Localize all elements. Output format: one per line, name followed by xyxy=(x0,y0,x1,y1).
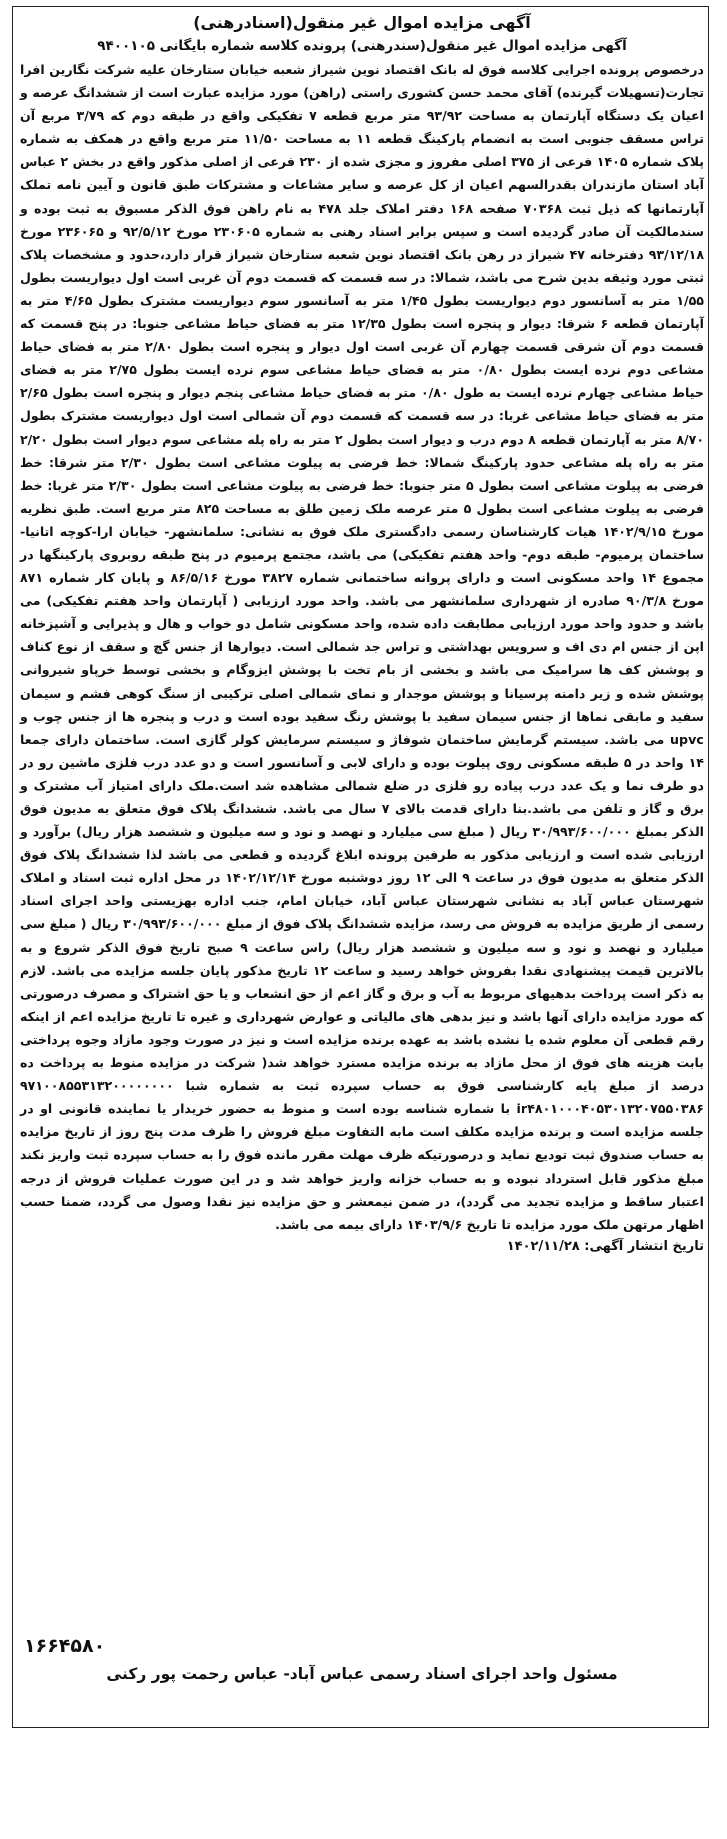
notice-body: درخصوص پرونده اجرایی کلاسه فوق له بانک اقتصاد نوین شیراز شعبه خیابان ستارخان علیه شرکت نگارین افرا تجارت(تسهیلات گیرنده) آقای محمد حسن کشوری راستی (راهن) مورد مزایده عبارت است از ششدانگ عرصه و اعیان یک دستگاه آپارتمان به مساحت ۹۳/۹۲ متر مربع قطعه ۷ تفکیکی واقع در طبقه دوم که ۳/۷۹ مربع آن تراس مسقف جنوبی است به انضمام پارکینگ قطعه ۱۱ به مساحت ۱۱/۵۰ متر مربع واقع در همکف به شماره پلاک شماره ۱۴۰۵ فرعی از ۳۷۵ اصلی مفروز و مجزی شده از ۲۳۰ فرعی از اصلی مذکور واقع در بخش ۲ عباس آباد استان مازندران بقدرالسهم اعیان از کل عرصه و سایر مشاعات و مشترکات طبق قانون و آیین نامه تملک آپارتمانها که ذیل ثبت ۷۰۳۶۸ صفحه ۱۶۸ دفتر املاک جلد ۴۷۸ به نام راهن فوق الذکر مسبوق به ثبت بوده و سندمالکیت آن صادر گردیده است و سپس برابر اسناد رهنی به شماره ۲۳۰۶۰۵ مورخ ۹۲/۵/۱۲ و ۲۳۶۰۶۵ مورخ ۹۳/۱۲/۱۸ دفترخانه ۴۷ شیراز در رهن بانک اقتصاد نوین شعبه ستارخان شیراز قرار دارد،حدود و مشخصات پلاک ثبتی مورد وثیقه بدین شرح می باشد، شمالا: در سه قسمت که قسمت دوم آن غربی است اول دیواریست بطول ۱/۵۵ متر به آسانسور دوم دیواریست بطول ۱/۴۵ متر به آسانسور سوم دیواریست مشترک بطول ۴/۶۵ متر به آپارتمان قطعه ۶ شرقا: دیوار و پنجره است بطول ۱۲/۳۵ متر به فضای حیاط مشاعی جنوبا: در پنج قسمت که قسمت دوم آن شرقی قسمت چهارم آن غربی است اول دیوار و پنجره است بطول ۲/۸۰ متر به فضای حیاط مشاعی دوم نرده ایست بطول ۰/۸۰ متر به فضای حیاط مشاعی سوم نرده ایست بطول ۲/۷۵ متر به فضای حیاط مشاعی چهارم نرده ایست به طول ۰/۸۰ متر به فضای حیاط مشاعی پنجم دیوار و پنجره است بطول ۲/۶۵ متر به فضای حیاط مشاعی غربا: در سه قسمت که قسمت دوم آن شمالی است اول دیواریست مشترک بطول ۸/۷۰ متر به آپارتمان قطعه ۸ دوم درب و دیوار است بطول ۲ متر به راه پله مشاعی سوم دیوار است بطول ۲/۲۰ متر به راه پله مشاعی حدود پارکینگ شمالا: خط فرضی به پیلوت مشاعی است بطول ۲/۳۰ متر شرقا: خط فرضی به پیلوت مشاعی است بطول ۵ متر جنوبا: خط فرضی به پیلوت مشاعی است بطول ۲/۳۰ متر غربا: خط فرضی به پیلوت مشاعی است بطول ۵ متر عرصه ملک زمین طلق به مساحت ۸۲۵ متر مربع است. طبق نظریه مورخ ۱۴۰۲/۹/۱۵ هیات کارشناسان رسمی دادگستری ملک فوق به نشانی: سلمانشهر- خیابان ارا-کوچه اتانیا- ساختمان پرمیوم- طبقه دوم- واحد هفتم تفکیکی) می باشد، مجتمع پرمیوم در پنج طبقه روبروی پارکینگها در مجموع ۱۴ واحد مسکونی است و دارای پروانه ساختمانی شماره ۳۸۲۷ مورخ ۸۶/۵/۱۶ و پایان کار شماره ۸۷۱ مورخ ۹۰/۳/۸ صادره از شهرداری سلمانشهر می باشد. واحد مورد ارزیابی ( آپارتمان واحد هفتم تفکیکی) می باشد و حدود واحد مورد ارزیابی مطابقت داده شده، واحد مسکونی شامل دو خواب و هال و پذیرایی و آشپزخانه اپن از جنس ام دی اف و سرویس بهداشتی و تراس جد شمالی است. دیوارها از جنس گچ و سقف از نوع کناف و پوشش کف ها سرامیک می باشد و بخشی از بام تخت با پوشش ایزوگام و بخشی توسط خرپاو شیروانی پوشش شده و زیر دامنه پرسیانا و پوشش موجدار و نمای شمالی اصلی ترکیبی از سنگ کوهی فشم و سیمان سفید و مابقی نماها از جنس سیمان سفید با پوشش رنگ سفید بوده است و درب و پنجره ها از جنس چوب و upvc می باشد. سیستم گرمایش ساختمان شوفاژ و سیستم سرمایش کولر گازی است. ساختمان دارای جمعا ۱۴ واحد در ۵ طبقه مسکونی روی پیلوت بوده و دارای لابی و آسانسور است و دو عدد درب فلزی ماشین رو در دو طرف نما و یک عدد درب پیاده رو فلزی در ضلع شمالی مشاهده شد است.ملک دارای امتیاز آب مشترک و برق و گاز و تلفن می باشد.بنا دارای قدمت بالای ۷ سال می باشد. ششدانگ پلاک فوق متعلق به مدیون فوق الذکر بمبلغ ۳۰/۹۹۳/۶۰۰/۰۰۰ ریال ( مبلغ سی میلیارد و نهصد و نود و سه میلیون و ششصد هزار ریال) برآورد و ارزیابی شده است و ارزیابی مذکور به طرفین پرونده ابلاغ گردیده و قطعی می باشد لذا ششدانگ پلاک فوق الذکر متعلق به مدیون فوق در ساعت ۹ الی ۱۲ روز دوشنبه مورخ ۱۴۰۲/۱۲/۱۴ در محل اداره ثبت اسناد و املاک شهرستان عباس آباد به نشانی شهرستان عباس آباد، خیابان امام، جنب اداره بهزیستی واحد اجرای اسناد رسمی از طریق مزایده به فروش می رسد، مزایده ششدانگ پلاک فوق از مبلغ ۳۰/۹۹۳/۶۰۰/۰۰۰ ریال ( مبلغ سی میلیارد و نهصد و نود و سه میلیون و ششصد هزار ریال) راس ساعت ۹ صبح تاریخ فوق الذکر شروع و به بالاترین قیمت پیشنهادی نقدا بفروش خواهد رسید و ساعت ۱۲ تاریخ مذکور پایان جلسه مزایده می باشد. لازم به ذکر است پرداخت بدهیهای مربوط به آب و برق و گاز اعم از حق انشعاب و یا حق اشتراک و مصرف درصورتی که مورد مزایده دارای آنها باشد و نیز بدهی های مالیاتی و عوارض شهرداری و غیره تا تاریخ مزایده اعم از اینکه رقم قطعی آن معلوم شده یا نشده باشد به عهده برنده مزایده است و نیز در صورت وجود مازاد وجوه پرداختی بابت هزینه های فوق از محل مازاد به برنده مزایده مسترد خواهد شد( شرکت در مزایده منوط به پرداخت ده درصد از مبلغ پایه کارشناسی فوق به حساب سپرده ثبت به شماره شبا ۹۷۱۰۰۸۵۵۳۱۳۲۰۰۰۰۰۰۰۰ ir۴۸۰۱۰۰۰۴۰۵۳۰۱۳۲۰۷۵۵۰۳۸۶ با شماره شناسه بوده است و منوط به حضور خریدار یا نماینده قانونی او در جلسه مزایده است و برنده مزایده مکلف است مابه التفاوت مبلغ فروش را ظرف مدت پنج روز از تاریخ مزایده به حساب صندوق ثبت تودیع نماید و درصورتیکه ظرف مهلت مقرر مانده فوق را به حساب سپرده ثبت واریز نکند مبلغ مذکور قابل استرداد نبوده و به حساب خزانه واریز خواهد شد و در این صورت عملیات فروش از درجه اعتبار ساقط و مزایده تجدید می گردد)، در ضمن نیمعشر و حق مزایده نیز نقدا وصول می گردد، ضمنا حسب اظهار مرتهن ملک مورد مزایده تا تاریخ ۱۴۰۳/۹/۶ دارای بیمه می باشد. xyxy=(20,62,705,1232)
auction-notice xyxy=(20,12,704,1258)
notice-code: ۱۶۶۴۵۸۰ xyxy=(24,1635,106,1657)
notice-signature: مسئول واحد اجرای اسناد رسمی عباس آباد- عباس رحمت پور رکنی xyxy=(106,1665,618,1683)
notice-subtitle: آگهی مزایده اموال غیر منقول(سندرهنی) پرونده کلاسه شماره بایگانی ۹۴۰۰۱۰۵ xyxy=(97,38,627,54)
notice-title: آگهی مزایده اموال غیر منقول(اسنادرهنی) xyxy=(193,13,531,32)
publish-date: تاریخ انتشار آگهی: ۱۴۰۲/۱۱/۲۸ xyxy=(506,1238,704,1254)
